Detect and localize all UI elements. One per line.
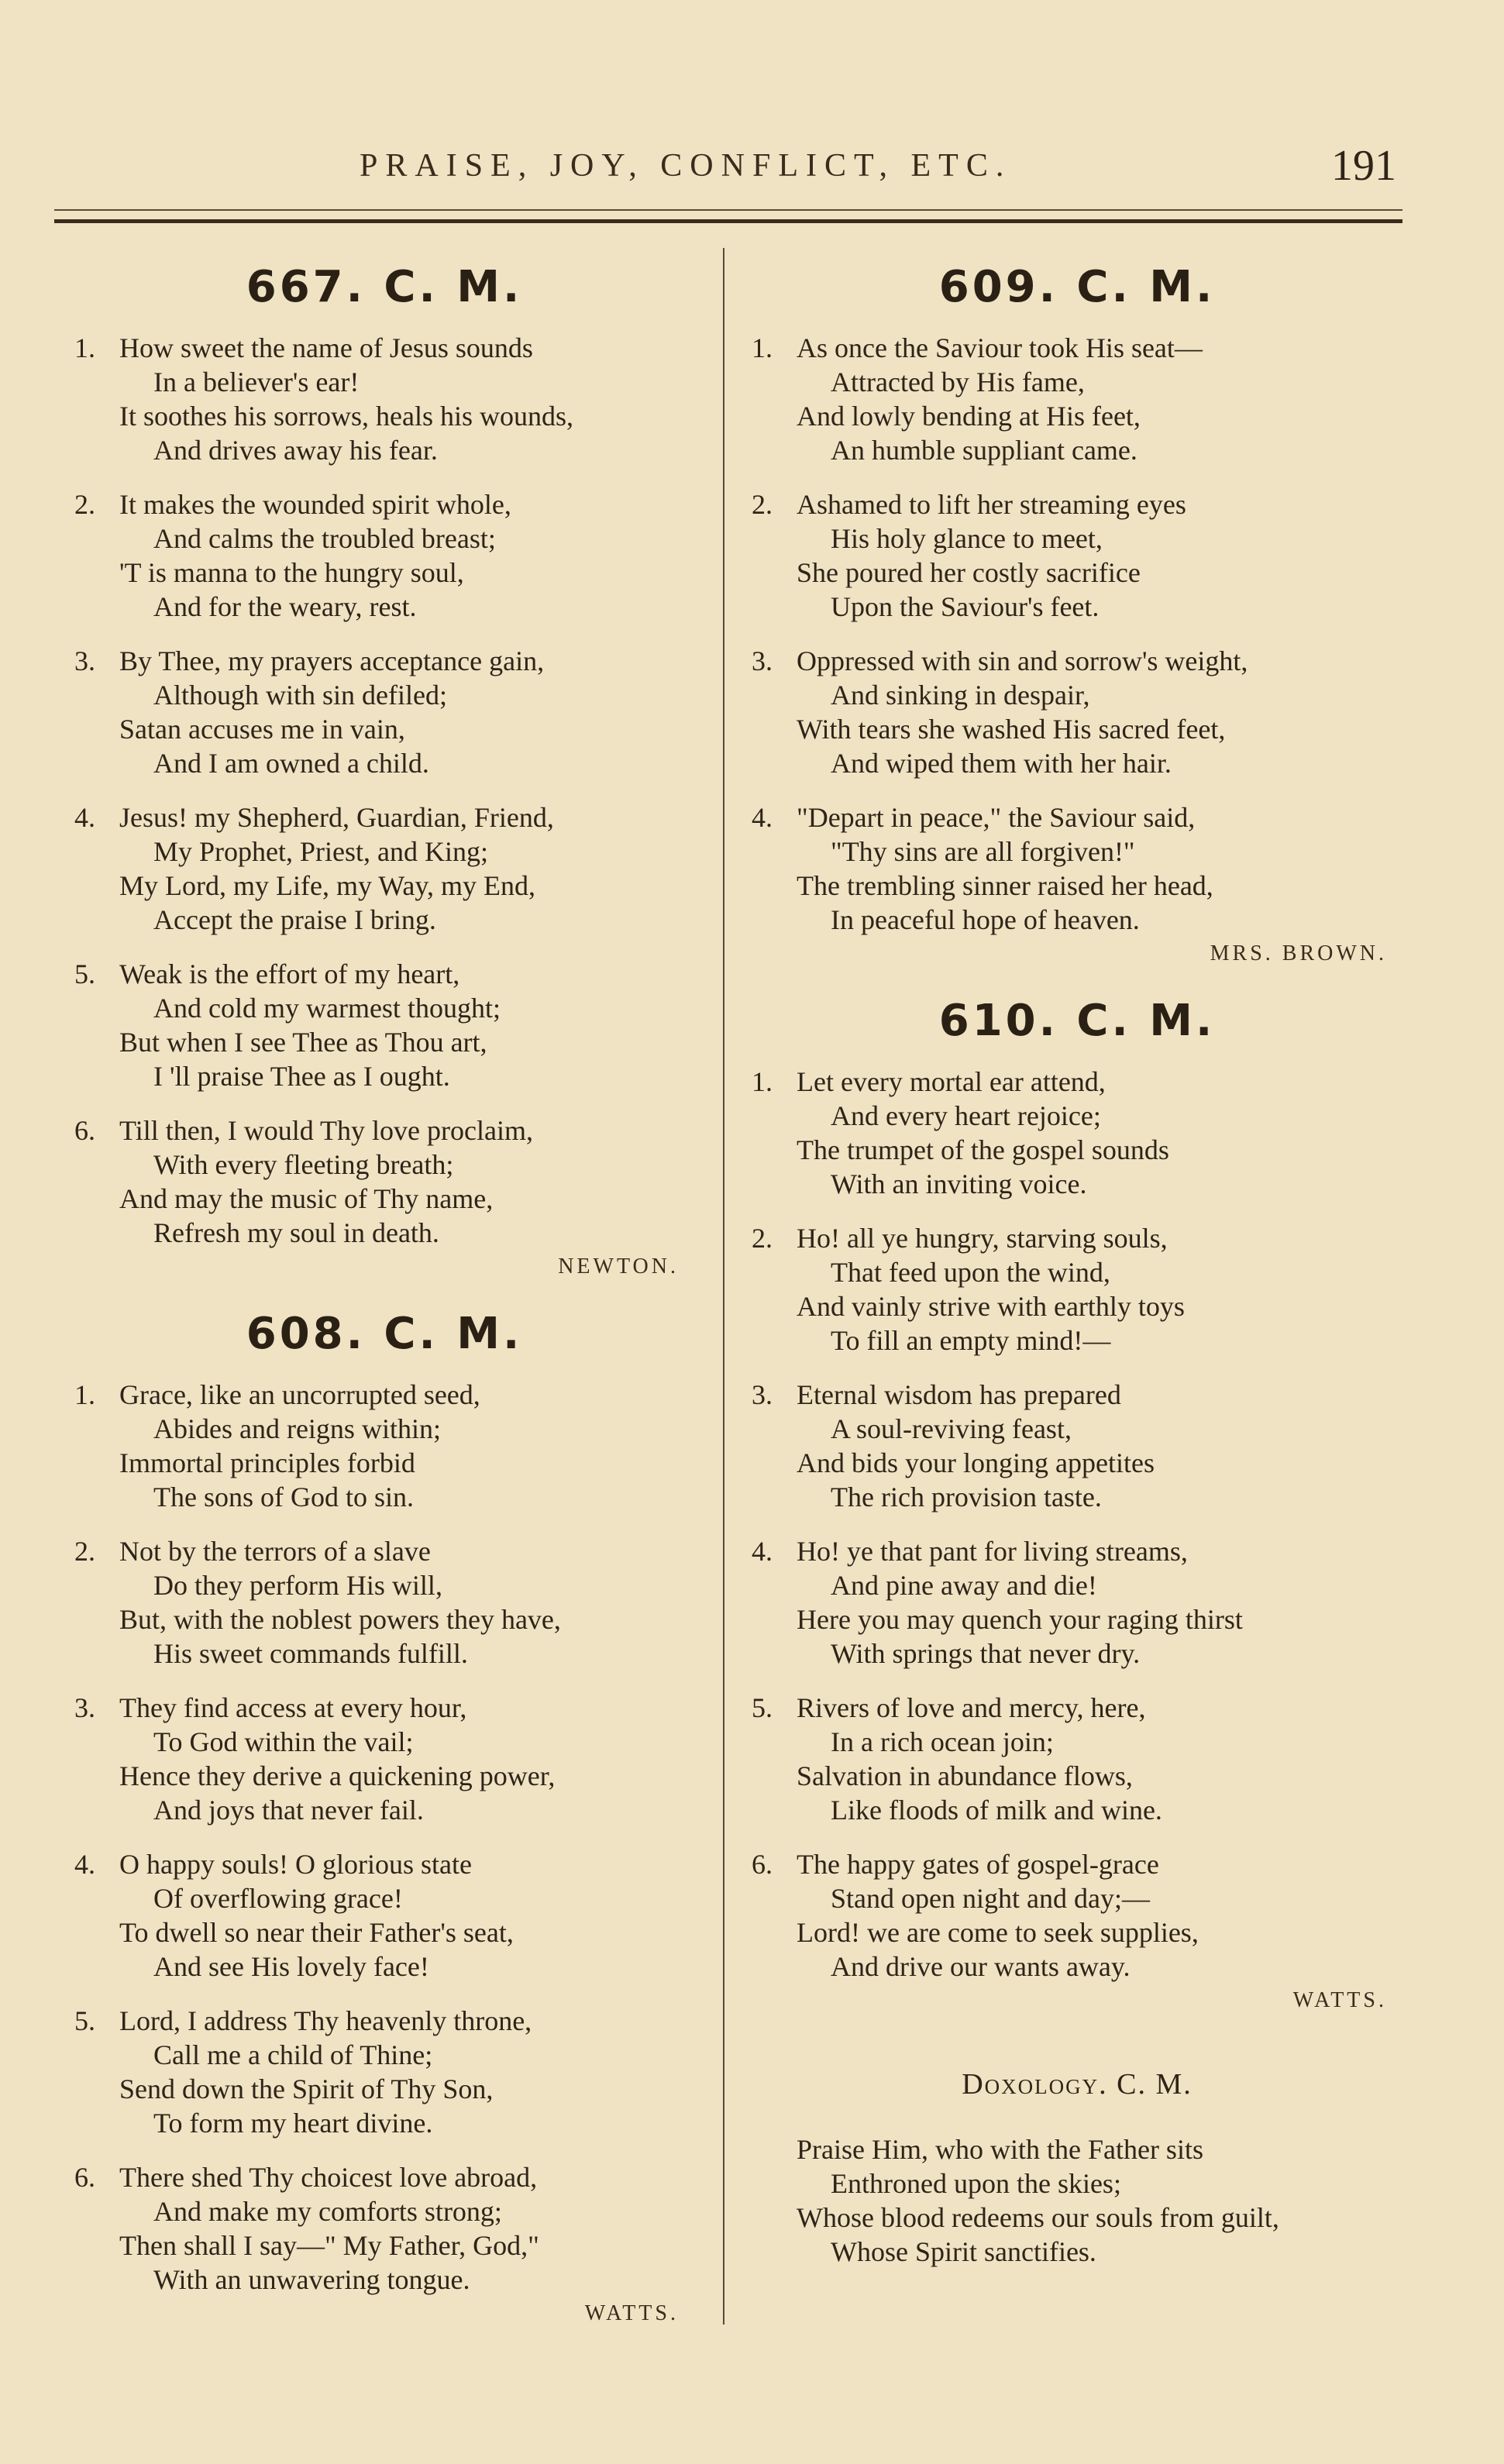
line-text: Call me a child of Thine; [153, 2039, 433, 2070]
hymn-line [752, 644, 1402, 678]
line-text: How sweet the name of Jesus sounds [119, 332, 533, 363]
stanza-number: 3. [74, 1692, 95, 1723]
hymn-line [74, 1881, 694, 1915]
doxology-heading: Doxology. C. M. [962, 2068, 1193, 2101]
line-text: Stand open night and day;— [831, 1883, 1150, 1914]
hymn-line [74, 1793, 694, 1827]
stanza [74, 487, 694, 624]
running-header: PRAISE, JOY, CONFLICT, ETC. [360, 148, 1012, 184]
hymn-line [752, 1378, 1402, 1412]
hymn-line [74, 1602, 694, 1636]
line-text: Lord! we are come to seek supplies, [797, 1917, 1199, 1948]
line-text: Immortal principles forbid [119, 1447, 415, 1478]
stanza [74, 331, 694, 467]
stanza [752, 1378, 1402, 1514]
hymn-line [752, 712, 1402, 746]
hymn-line [74, 2004, 694, 2038]
stanza [74, 1113, 694, 1250]
hymn-line [74, 2228, 694, 2263]
line-text: In a believer's ear! [153, 367, 360, 397]
stanza [74, 957, 694, 1093]
line-text: And may the music of Thy name, [119, 1183, 494, 1214]
header-rule-thick [54, 219, 1402, 223]
line-text: Jesus! my Shepherd, Guardian, Friend, [119, 802, 554, 833]
stanza [74, 1378, 694, 1514]
hymn-line [74, 1148, 694, 1182]
line-text: The sons of God to sin. [153, 1481, 414, 1512]
line-text: In a rich ocean join; [831, 1726, 1054, 1757]
line-text: And joys that never fail. [153, 1795, 424, 1826]
line-text: Salvation in abundance flows, [797, 1760, 1133, 1791]
hymn [74, 1309, 694, 2326]
stanza-number: 2. [752, 489, 773, 520]
stanza [752, 800, 1402, 937]
line-text: Send down the Spirit of Thy Son, [119, 2073, 494, 2104]
hymn [752, 996, 1402, 2013]
hymn-line [752, 1568, 1402, 1602]
hymn-line [752, 1255, 1402, 1289]
line-text: Ho! ye that pant for living streams, [797, 1536, 1188, 1567]
line-text: And calms the troubled breast; [153, 523, 496, 554]
doxology-line: Whose blood redeems our souls from guilt, [797, 2202, 1279, 2233]
stanza-number: 2. [74, 489, 95, 520]
line-text: "Thy sins are all forgiven!" [831, 836, 1135, 867]
hymn-line [74, 1025, 694, 1059]
hymn-line [74, 399, 694, 433]
hymn-line [752, 365, 1402, 399]
hymn-line [74, 590, 694, 624]
hymn-line [74, 991, 694, 1025]
stanza-number: 4. [74, 1849, 95, 1880]
line-text: Ashamed to lift her streaming eyes [797, 489, 1186, 520]
line-text: My Lord, my Life, my Way, my End, [119, 870, 536, 901]
line-text: And bids your longing appetites [797, 1447, 1155, 1478]
hymn-line [74, 835, 694, 869]
hymn-line [752, 1099, 1402, 1133]
doxology [752, 2067, 1402, 2269]
hymn-line [752, 1881, 1402, 1915]
line-text: Till then, I would Thy love proclaim, [119, 1115, 533, 1146]
hymn-line [74, 433, 694, 467]
line-text: It makes the wounded spirit whole, [119, 489, 511, 520]
line-text: With an unwavering tongue. [153, 2264, 470, 2295]
page-number: 191 [1331, 142, 1396, 190]
stanza-number: 5. [74, 2005, 95, 2036]
hymn-line [74, 1950, 694, 1984]
hymn-line [752, 1133, 1402, 1167]
hymn-line [74, 1446, 694, 1480]
stanza-number: 6. [752, 1849, 773, 1880]
hymn-line [752, 835, 1402, 869]
line-text: Let every mortal ear attend, [797, 1066, 1106, 1097]
right-column [752, 232, 1402, 2269]
hymn-line [752, 1065, 1402, 1099]
hymn-line [74, 1480, 694, 1514]
hymn-line [752, 678, 1402, 712]
hymn-line [752, 1950, 1402, 1984]
hymn-line [74, 746, 694, 780]
stanza-number: 6. [74, 2162, 95, 2193]
line-text: Lord, I address Thy heavenly throne, [119, 2005, 532, 2036]
hymn-line [74, 903, 694, 937]
doxology-line: Enthroned upon the skies; [831, 2168, 1121, 2199]
hymn-line [74, 1915, 694, 1950]
line-text: And for the weary, rest. [153, 591, 417, 622]
line-text: And drives away his fear. [153, 435, 438, 466]
hymn-line [74, 1636, 694, 1671]
hymn-line [752, 590, 1402, 624]
hymn-line [752, 1221, 1402, 1255]
hymn-line [752, 399, 1402, 433]
line-text: With every fleeting breath; [153, 1149, 454, 1180]
hymn-line [752, 1412, 1402, 1446]
hymn-line [74, 1759, 694, 1793]
line-text: Not by the terrors of a slave [119, 1536, 431, 1567]
hymn-line [752, 331, 1402, 365]
hymn-line [74, 1378, 694, 1412]
hymn-line [752, 903, 1402, 937]
hymn-line [752, 1759, 1402, 1793]
stanza [752, 644, 1402, 780]
hymn-line [74, 678, 694, 712]
line-text: His sweet commands fulfill. [153, 1638, 468, 1669]
line-text: His holy glance to meet, [831, 523, 1103, 554]
stanza-number: 4. [752, 1536, 773, 1567]
hymn-line [74, 2072, 694, 2106]
line-text: Upon the Saviour's feet. [831, 591, 1100, 622]
hymn-line [752, 1847, 1402, 1881]
hymn-line [74, 2106, 694, 2140]
line-text: And vainly strive with earthly toys [797, 1291, 1185, 1322]
hymn-line [752, 556, 1402, 590]
column-divider [723, 248, 724, 2325]
stanza-number: 4. [752, 802, 773, 833]
hymn-line [74, 1568, 694, 1602]
line-text: There shed Thy choicest love abroad, [119, 2162, 538, 2193]
hymn-line [752, 487, 1402, 521]
line-text: An humble suppliant came. [831, 435, 1137, 466]
hymn-line [74, 1412, 694, 1446]
line-text: And lowly bending at His feet, [797, 401, 1141, 432]
hymn-heading: 609. C. M. [938, 262, 1216, 312]
line-text: I 'll praise Thee as I ought. [153, 1061, 450, 1092]
line-text: And every heart rejoice; [831, 1100, 1101, 1131]
header-rule-thin [54, 209, 1402, 211]
hymn-line [752, 1793, 1402, 1827]
line-text: Of overflowing grace! [153, 1883, 403, 1914]
hymn-line [74, 1182, 694, 1216]
stanza [752, 1691, 1402, 1827]
hymn-heading: 610. C. M. [938, 996, 1216, 1046]
stanza [74, 2004, 694, 2140]
hymn [74, 262, 694, 1279]
stanza-number: 1. [752, 332, 773, 363]
line-text: Like floods of milk and wine. [831, 1795, 1162, 1826]
line-text: And pine away and die! [831, 1570, 1097, 1601]
line-text: Here you may quench your raging thirst [797, 1604, 1243, 1635]
hymn-line [752, 521, 1402, 556]
stanza-number: 2. [752, 1223, 773, 1254]
hymn-heading: 667. C. M. [246, 262, 523, 312]
hymn-line [74, 556, 694, 590]
stanza-number: 3. [752, 645, 773, 676]
hymn-line [752, 1691, 1402, 1725]
stanza [74, 1847, 694, 1984]
hymn-line [752, 1602, 1402, 1636]
line-text: Attracted by His fame, [831, 367, 1085, 397]
hymn-line [74, 1216, 694, 1250]
hymn-line [752, 1915, 1402, 1950]
line-text: "Depart in peace," the Saviour said, [797, 802, 1196, 833]
line-text: And see His lovely face! [153, 1951, 429, 1982]
line-text: Accept the praise I bring. [153, 904, 436, 935]
hymn-line [752, 1636, 1402, 1671]
line-text: Hence they derive a quickening power, [119, 1760, 556, 1791]
line-text: The trumpet of the gospel sounds [797, 1134, 1169, 1165]
line-text: And drive our wants away. [831, 1951, 1131, 1982]
left-column [74, 232, 694, 2326]
hymn-line [74, 1691, 694, 1725]
hymn-line [752, 1534, 1402, 1568]
line-text: Do they perform His will, [153, 1570, 442, 1601]
stanza [74, 1534, 694, 1671]
stanza-number: 1. [74, 1379, 95, 1410]
line-text: By Thee, my prayers acceptance gain, [119, 645, 545, 676]
hymn-line [74, 2160, 694, 2194]
hymn-author: MRS. BROWN. [1210, 941, 1387, 965]
line-text: With springs that never dry. [831, 1638, 1141, 1669]
line-text: Although with sin defiled; [153, 680, 447, 711]
hymn-line [74, 800, 694, 835]
hymn-line [74, 2263, 694, 2297]
line-text: And I am owned a child. [153, 748, 429, 779]
hymn-line [74, 712, 694, 746]
stanza [74, 644, 694, 780]
line-text: To fill an empty mind!— [831, 1325, 1111, 1356]
hymn-line [752, 1725, 1402, 1759]
line-text: A soul-reviving feast, [831, 1413, 1072, 1444]
hymn-line [74, 1534, 694, 1568]
line-text: Weak is the effort of my heart, [119, 958, 460, 989]
doxology-line: Praise Him, who with the Father sits [797, 2134, 1203, 2165]
stanza-number: 3. [74, 645, 95, 676]
line-text: O happy souls! O glorious state [119, 1849, 472, 1880]
stanza [752, 1065, 1402, 1201]
hymn-line [74, 1847, 694, 1881]
hymn-line [752, 800, 1402, 835]
stanza-number: 2. [74, 1536, 95, 1567]
line-text: Grace, like an uncorrupted seed, [119, 1379, 480, 1410]
line-text: And wiped them with her hair. [831, 748, 1172, 779]
hymn-line [752, 869, 1402, 903]
stanza [752, 487, 1402, 624]
line-text: To dwell so near their Father's seat, [119, 1917, 514, 1948]
line-text: Satan accuses me in vain, [119, 714, 405, 745]
line-text: Rivers of love and mercy, here, [797, 1692, 1146, 1723]
hymn-line [74, 644, 694, 678]
doxology-line: Whose Spirit sanctifies. [831, 2236, 1096, 2267]
hymn-line [74, 521, 694, 556]
hymn-line [74, 1059, 694, 1093]
line-text: But when I see Thee as Thou art, [119, 1027, 487, 1058]
stanza-number: 5. [74, 958, 95, 989]
stanza [752, 1534, 1402, 1671]
hymn-line [74, 1113, 694, 1148]
hymn-author: NEWTON. [558, 1254, 679, 1278]
hymn-author: WATTS. [1292, 1988, 1387, 2012]
line-text: Refresh my soul in death. [153, 1217, 439, 1248]
line-text: With an inviting voice. [831, 1168, 1087, 1199]
line-text: She poured her costly sacrifice [797, 557, 1141, 588]
hymn [752, 262, 1402, 966]
hymn-line [74, 487, 694, 521]
line-text: Then shall I say—" My Father, God," [119, 2230, 539, 2261]
stanza [752, 1847, 1402, 1984]
line-text: As once the Saviour took His seat— [797, 332, 1203, 363]
stanza-number: 1. [74, 332, 95, 363]
stanza [752, 331, 1402, 467]
line-text: That feed upon the wind, [831, 1257, 1110, 1288]
line-text: Eternal wisdom has prepared [797, 1379, 1121, 1410]
stanza-number: 4. [74, 802, 95, 833]
stanza [752, 1221, 1402, 1358]
line-text: Abides and reigns within; [153, 1413, 441, 1444]
line-text: In peaceful hope of heaven. [831, 904, 1140, 935]
line-text: My Prophet, Priest, and King; [153, 836, 488, 867]
hymn-line [752, 1167, 1402, 1201]
line-text: They find access at every hour, [119, 1692, 467, 1723]
line-text: The rich provision taste. [831, 1481, 1102, 1512]
stanza [74, 800, 694, 937]
line-text: To God within the vail; [153, 1726, 414, 1757]
hymn-line [74, 2038, 694, 2072]
line-text: The trembling sinner raised her head, [797, 870, 1213, 901]
stanza-number: 1. [752, 1066, 773, 1097]
line-text: The happy gates of gospel-grace [797, 1849, 1159, 1880]
stanza [74, 1691, 694, 1827]
line-text: With tears she washed His sacred feet, [797, 714, 1226, 745]
line-text: But, with the noblest powers they have, [119, 1604, 561, 1635]
line-text: And make my comforts strong; [153, 2196, 502, 2227]
line-text: Ho! all ye hungry, starving souls, [797, 1223, 1168, 1254]
hymn-line [752, 1446, 1402, 1480]
hymn-heading: 608. C. M. [246, 1309, 523, 1359]
line-text: And cold my warmest thought; [153, 993, 501, 1024]
hymn-line [752, 746, 1402, 780]
hymn-line [752, 1289, 1402, 1323]
hymn-line [74, 1725, 694, 1759]
stanza-number: 5. [752, 1692, 773, 1723]
hymn-line [74, 365, 694, 399]
hymn-line [752, 1323, 1402, 1358]
hymn-line [74, 331, 694, 365]
line-text: And sinking in despair, [831, 680, 1090, 711]
hymn-line [74, 2194, 694, 2228]
stanza-number: 6. [74, 1115, 95, 1146]
hymn-author: WATTS. [584, 2301, 679, 2325]
stanza-number: 3. [752, 1379, 773, 1410]
stanza [74, 2160, 694, 2297]
hymn-line [74, 957, 694, 991]
line-text: 'T is manna to the hungry soul, [119, 557, 464, 588]
line-text: To form my heart divine. [153, 2108, 433, 2139]
hymn-line [74, 869, 694, 903]
line-text: It soothes his sorrows, heals his wounds, [119, 401, 573, 432]
line-text: Oppressed with sin and sorrow's weight, [797, 645, 1248, 676]
hymn-line [752, 433, 1402, 467]
hymn-line [752, 1480, 1402, 1514]
